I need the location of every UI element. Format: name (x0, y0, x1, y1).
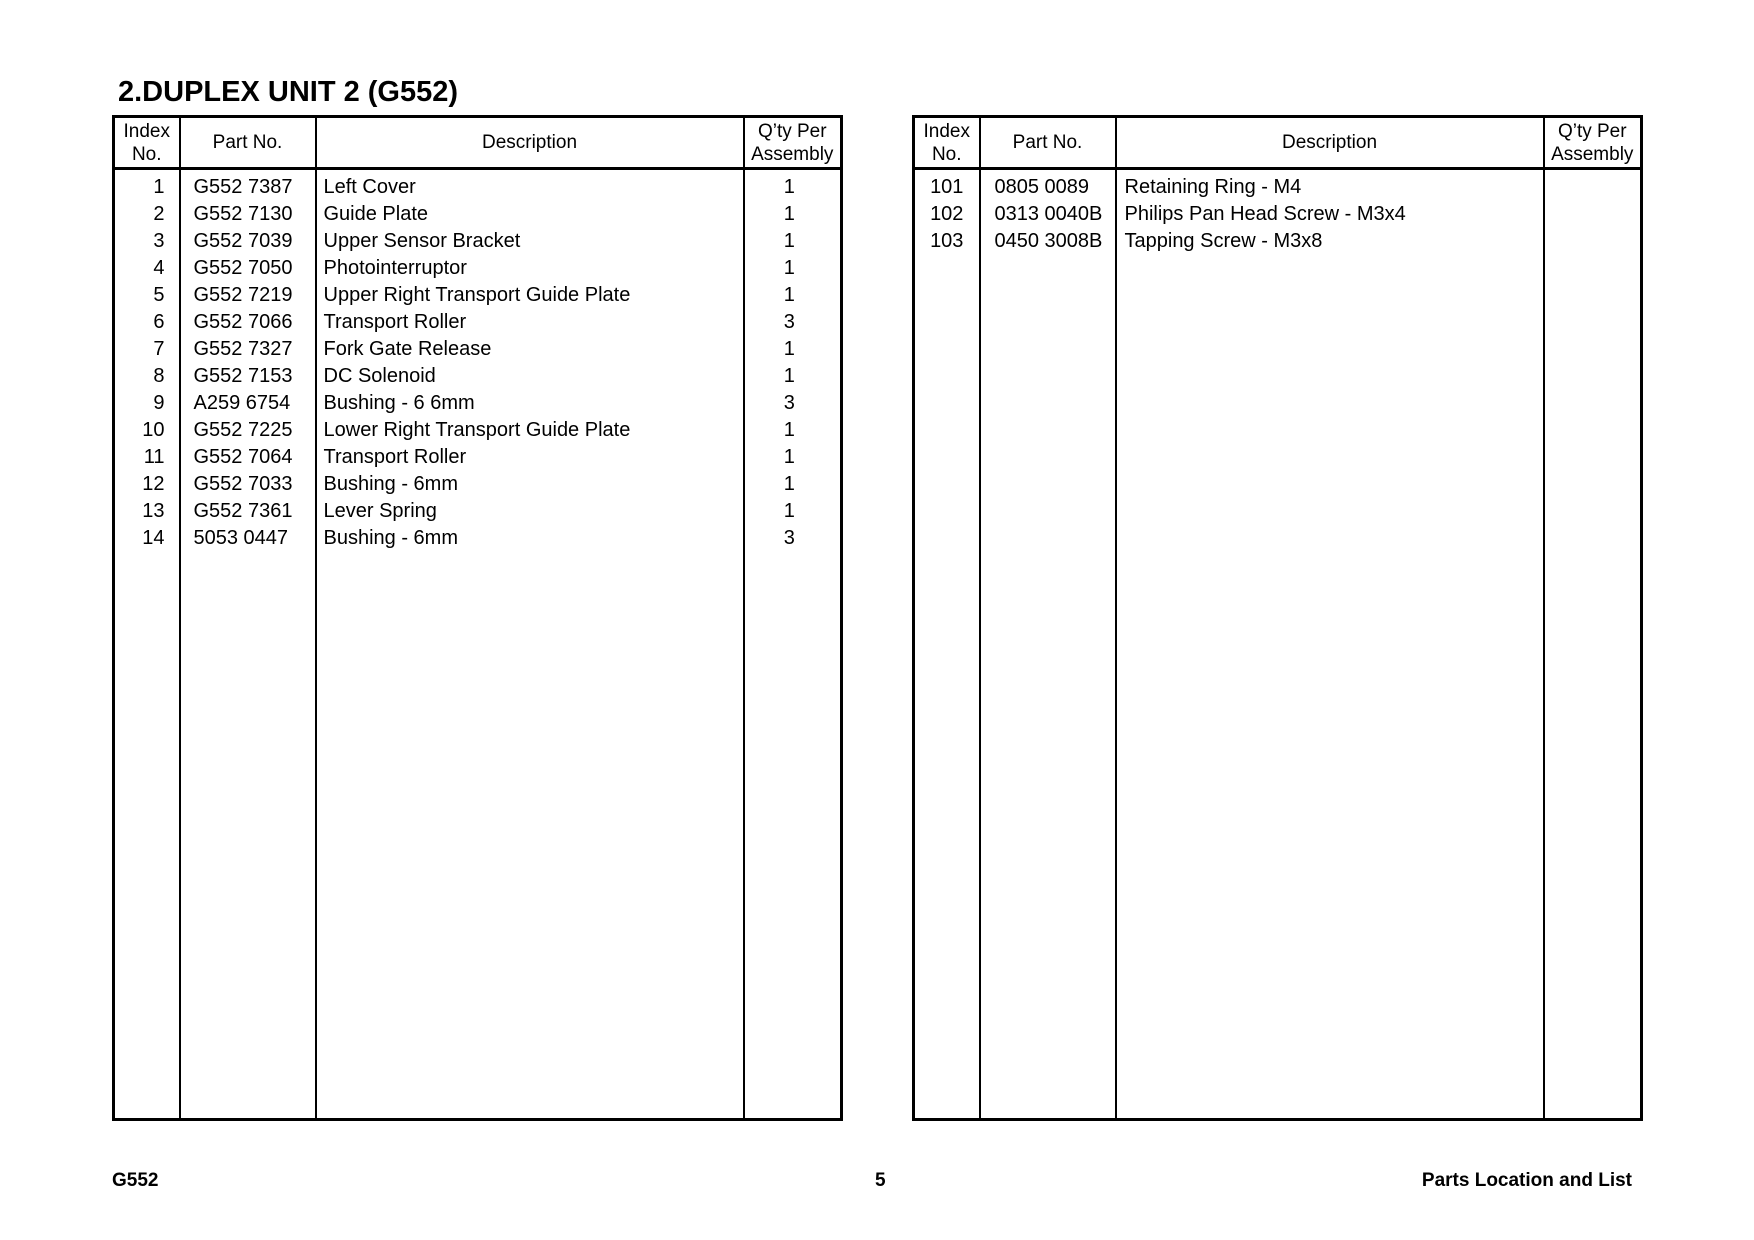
part-number-cell: G552 7064 (180, 444, 316, 471)
column-header-index (114, 117, 180, 169)
table-row (914, 201, 1642, 228)
table-row (114, 471, 842, 498)
footer-section-title: Parts Location and List (1421, 1170, 1632, 1191)
empty-cell (744, 552, 842, 1120)
description-cell: Transport Roller (316, 309, 744, 336)
index-cell: 8 (114, 363, 180, 390)
table-filler-row (114, 552, 842, 1120)
part-number-cell: 0450 3008B (980, 228, 1116, 255)
column-header-description: Description (1116, 117, 1544, 169)
index-cell: 1 (114, 169, 180, 202)
quantity-cell: 1 (783, 365, 795, 387)
parts-table-right (912, 115, 1643, 1121)
description-cell: DC Solenoid (316, 363, 744, 390)
index-cell: 2 (114, 201, 180, 228)
quantity-cell: 1 (783, 473, 795, 495)
column-header-qty-line2: Assembly (1551, 143, 1634, 165)
empty-cell (1544, 255, 1642, 1120)
part-number-cell: 0313 0040B (980, 201, 1116, 228)
column-header-index (914, 117, 980, 169)
index-cell: 102 (914, 201, 980, 228)
description-cell: Transport Roller (316, 444, 744, 471)
table-row (114, 363, 842, 390)
index-cell: 101 (914, 169, 980, 202)
description-cell: Bushing - 6mm (316, 471, 744, 498)
part-number-cell: 5053 0447 (180, 525, 316, 552)
empty-cell (914, 255, 980, 1120)
index-cell: 10 (114, 417, 180, 444)
table-header-row (114, 117, 842, 169)
table-row (914, 169, 1642, 202)
column-header-qty (1544, 117, 1642, 169)
index-cell: 3 (114, 228, 180, 255)
index-cell: 7 (114, 336, 180, 363)
quantity-cell: 1 (783, 176, 795, 198)
table-row (114, 525, 842, 552)
index-cell: 12 (114, 471, 180, 498)
table-row (114, 498, 842, 525)
description-cell: Bushing - 6 6mm (316, 390, 744, 417)
empty-cell (114, 552, 180, 1120)
table-row (114, 417, 842, 444)
quantity-cell (1544, 169, 1642, 202)
quantity-cell: 1 (783, 284, 795, 306)
part-number-cell: G552 7066 (180, 309, 316, 336)
part-number-cell: A259 6754 (180, 390, 316, 417)
quantity-cell: 1 (783, 203, 795, 225)
table-row (114, 309, 842, 336)
description-cell: Photointerruptor (316, 255, 744, 282)
quantity-cell: 1 (783, 338, 795, 360)
column-header-part-no: Part No. (180, 117, 316, 169)
quantity-cell: 1 (783, 257, 795, 279)
part-number-cell: G552 7033 (180, 471, 316, 498)
quantity-cell: 1 (783, 446, 795, 468)
table-row (914, 228, 1642, 255)
index-cell: 9 (114, 390, 180, 417)
part-number-cell: G552 7361 (180, 498, 316, 525)
index-cell: 5 (114, 282, 180, 309)
index-cell: 13 (114, 498, 180, 525)
index-cell: 14 (114, 525, 180, 552)
part-number-cell: G552 7130 (180, 201, 316, 228)
part-number-cell: G552 7153 (180, 363, 316, 390)
quantity-cell: 1 (783, 419, 795, 441)
column-header-index-line2: No. (131, 143, 162, 165)
table-row (114, 169, 842, 202)
part-number-cell: G552 7387 (180, 169, 316, 202)
quantity-cell (1544, 201, 1642, 228)
table-header-row (914, 117, 1642, 169)
part-number-cell: 0805 0089 (980, 169, 1116, 202)
column-header-description: Description (316, 117, 744, 169)
part-number-cell: G552 7219 (180, 282, 316, 309)
description-cell: Fork Gate Release (316, 336, 744, 363)
description-cell: Lever Spring (316, 498, 744, 525)
footer-model-code: G552 (112, 1170, 159, 1191)
table-row (114, 444, 842, 471)
table-row (114, 201, 842, 228)
description-cell: Upper Right Transport Guide Plate (316, 282, 744, 309)
part-number-cell: G552 7050 (180, 255, 316, 282)
description-cell: Philips Pan Head Screw - M3x4 (1116, 201, 1544, 228)
column-header-part-no: Part No. (980, 117, 1116, 169)
index-cell: 103 (914, 228, 980, 255)
empty-cell (180, 552, 316, 1120)
description-cell: Retaining Ring - M4 (1116, 169, 1544, 202)
empty-cell (1116, 255, 1544, 1120)
quantity-cell (1544, 228, 1642, 255)
table-row (114, 336, 842, 363)
quantity-cell: 3 (783, 311, 795, 333)
empty-cell (980, 255, 1116, 1120)
table-row (114, 282, 842, 309)
quantity-cell: 3 (783, 527, 795, 549)
parts-table-left (112, 115, 843, 1121)
column-header-index-line1: Index (923, 120, 970, 142)
part-number-cell: G552 7039 (180, 228, 316, 255)
part-number-cell: G552 7327 (180, 336, 316, 363)
footer-page-number: 5 (875, 1170, 886, 1191)
description-cell: Left Cover (316, 169, 744, 202)
part-number-cell: G552 7225 (180, 417, 316, 444)
quantity-cell: 3 (783, 392, 795, 414)
column-header-qty-line1: Q’ty Per (1557, 120, 1627, 142)
column-header-index-line1: Index (123, 120, 170, 142)
quantity-cell: 1 (783, 500, 795, 522)
empty-cell (316, 552, 744, 1120)
description-cell: Guide Plate (316, 201, 744, 228)
column-header-qty (744, 117, 842, 169)
description-cell: Tapping Screw - M3x8 (1116, 228, 1544, 255)
index-cell: 4 (114, 255, 180, 282)
quantity-cell: 1 (783, 230, 795, 252)
table-filler-row (914, 255, 1642, 1120)
column-header-qty-line1: Q’ty Per (757, 120, 827, 142)
description-cell: Upper Sensor Bracket (316, 228, 744, 255)
description-cell: Lower Right Transport Guide Plate (316, 417, 744, 444)
index-cell: 6 (114, 309, 180, 336)
page-title: 2.DUPLEX UNIT 2 (G552) (118, 76, 459, 108)
description-cell: Bushing - 6mm (316, 525, 744, 552)
column-header-index-line2: No. (931, 143, 962, 165)
column-header-qty-line2: Assembly (751, 143, 834, 165)
table-row (114, 255, 842, 282)
index-cell: 11 (114, 444, 180, 471)
table-row (114, 228, 842, 255)
table-row (114, 390, 842, 417)
